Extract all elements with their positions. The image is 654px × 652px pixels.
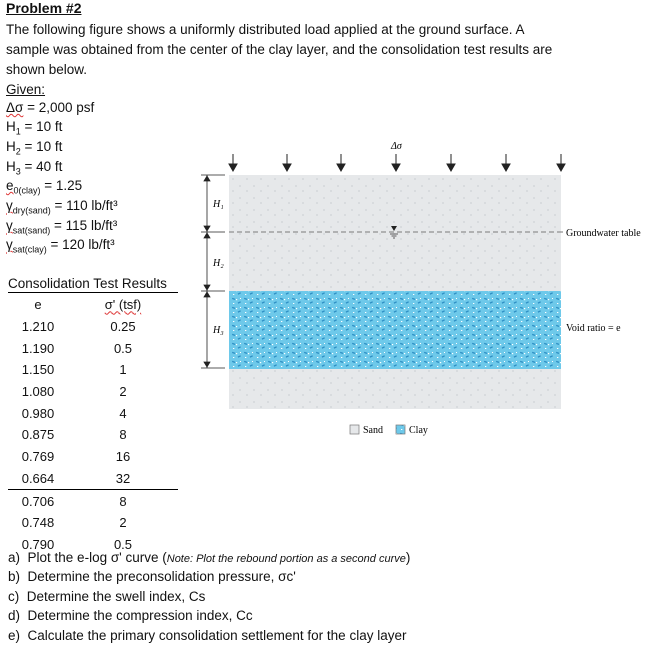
table-row: 0.748 2: [21, 515, 127, 531]
load-arrows: [229, 154, 565, 171]
legend-clay-swatch: [396, 425, 405, 434]
question-a: a) Plot the e-log σ' curve (Note: Plot the rebound portion as a second curve): [8, 550, 411, 565]
h1-label: H₁: [213, 199, 224, 210]
table-row: 1.150 1: [21, 362, 127, 378]
given-e0-clay: $e_{0(clay)} = 1.25$: [6, 178, 83, 196]
table-row: 0.875 8: [21, 427, 127, 443]
col-sigma-header: σ' (tsf): [104, 297, 142, 313]
soil-profile-figure: [195, 135, 654, 445]
problem-title: Problem #2: [6, 0, 82, 16]
given-delta-sigma: Δσ = 2,000 psf: [6, 100, 95, 115]
given-gamma-sat-clay: $\gamma_{sat(clay)} = 120$ lb/ft³: [6, 237, 115, 255]
intro-line-2: sample was obtained from the center of the clay layer, and the consolidation test results are: [6, 42, 553, 57]
sand-layer-lower: [229, 369, 561, 409]
table-row: 0.664 32: [8, 468, 178, 490]
void-ratio-label: Void ratio = e: [566, 323, 621, 334]
col-e-header: e: [34, 297, 42, 313]
question-e: e) Calculate the primary consolidation settlement for the clay layer: [8, 628, 407, 643]
given-gamma-sat-sand: $\gamma_{sat(sand)} = 115$ lb/ft³: [6, 218, 118, 236]
given-h1: $H_1 = 10$ ft: [6, 119, 63, 137]
clay-layer: [229, 291, 561, 369]
table-row: 1.210 0.25: [21, 319, 136, 335]
table-row: 1.190 0.5: [21, 340, 133, 356]
table-row: 1.080 2: [21, 384, 127, 400]
consolidation-heading: Consolidation Test Results: [8, 275, 178, 293]
table-header-row: [8, 294, 178, 316]
consolidation-table: [8, 294, 178, 555]
given-h3: $H_3 = 40$ ft: [6, 159, 63, 177]
legend-sand-swatch: [350, 425, 359, 434]
given-h2: $H_2 = 10$ ft: [6, 139, 63, 157]
h3-label: H₃: [213, 325, 224, 336]
legend-clay-label: Clay: [409, 425, 428, 436]
legend-sand-label: Sand: [363, 425, 383, 436]
h2-label: H₂: [213, 258, 224, 269]
table-row: 0.769 16: [21, 449, 131, 465]
question-b: b) Determine the preconsolidation pressure, σc': [8, 569, 296, 584]
load-label: Δσ: [391, 141, 402, 152]
table-row: 0.790 0.5: [21, 536, 133, 552]
given-heading: Given:: [6, 82, 46, 97]
question-c: c) Determine the swell index, Cs: [8, 589, 206, 604]
intro-line-3: shown below.: [6, 62, 88, 77]
given-gamma-dry-sand: $\gamma_{dry(sand)} = 110$ lb/ft³: [6, 198, 118, 216]
question-d: d) Determine the compression index, Cc: [8, 608, 253, 623]
table-row: 0.980 4: [21, 405, 127, 421]
intro-line-1: The following figure shows a uniformly distributed load applied at the ground surface. A: [6, 22, 525, 37]
groundwater-label: Groundwater table: [566, 228, 641, 239]
table-row: 0.706 8: [21, 493, 127, 509]
sand-layer-upper: [229, 175, 561, 291]
